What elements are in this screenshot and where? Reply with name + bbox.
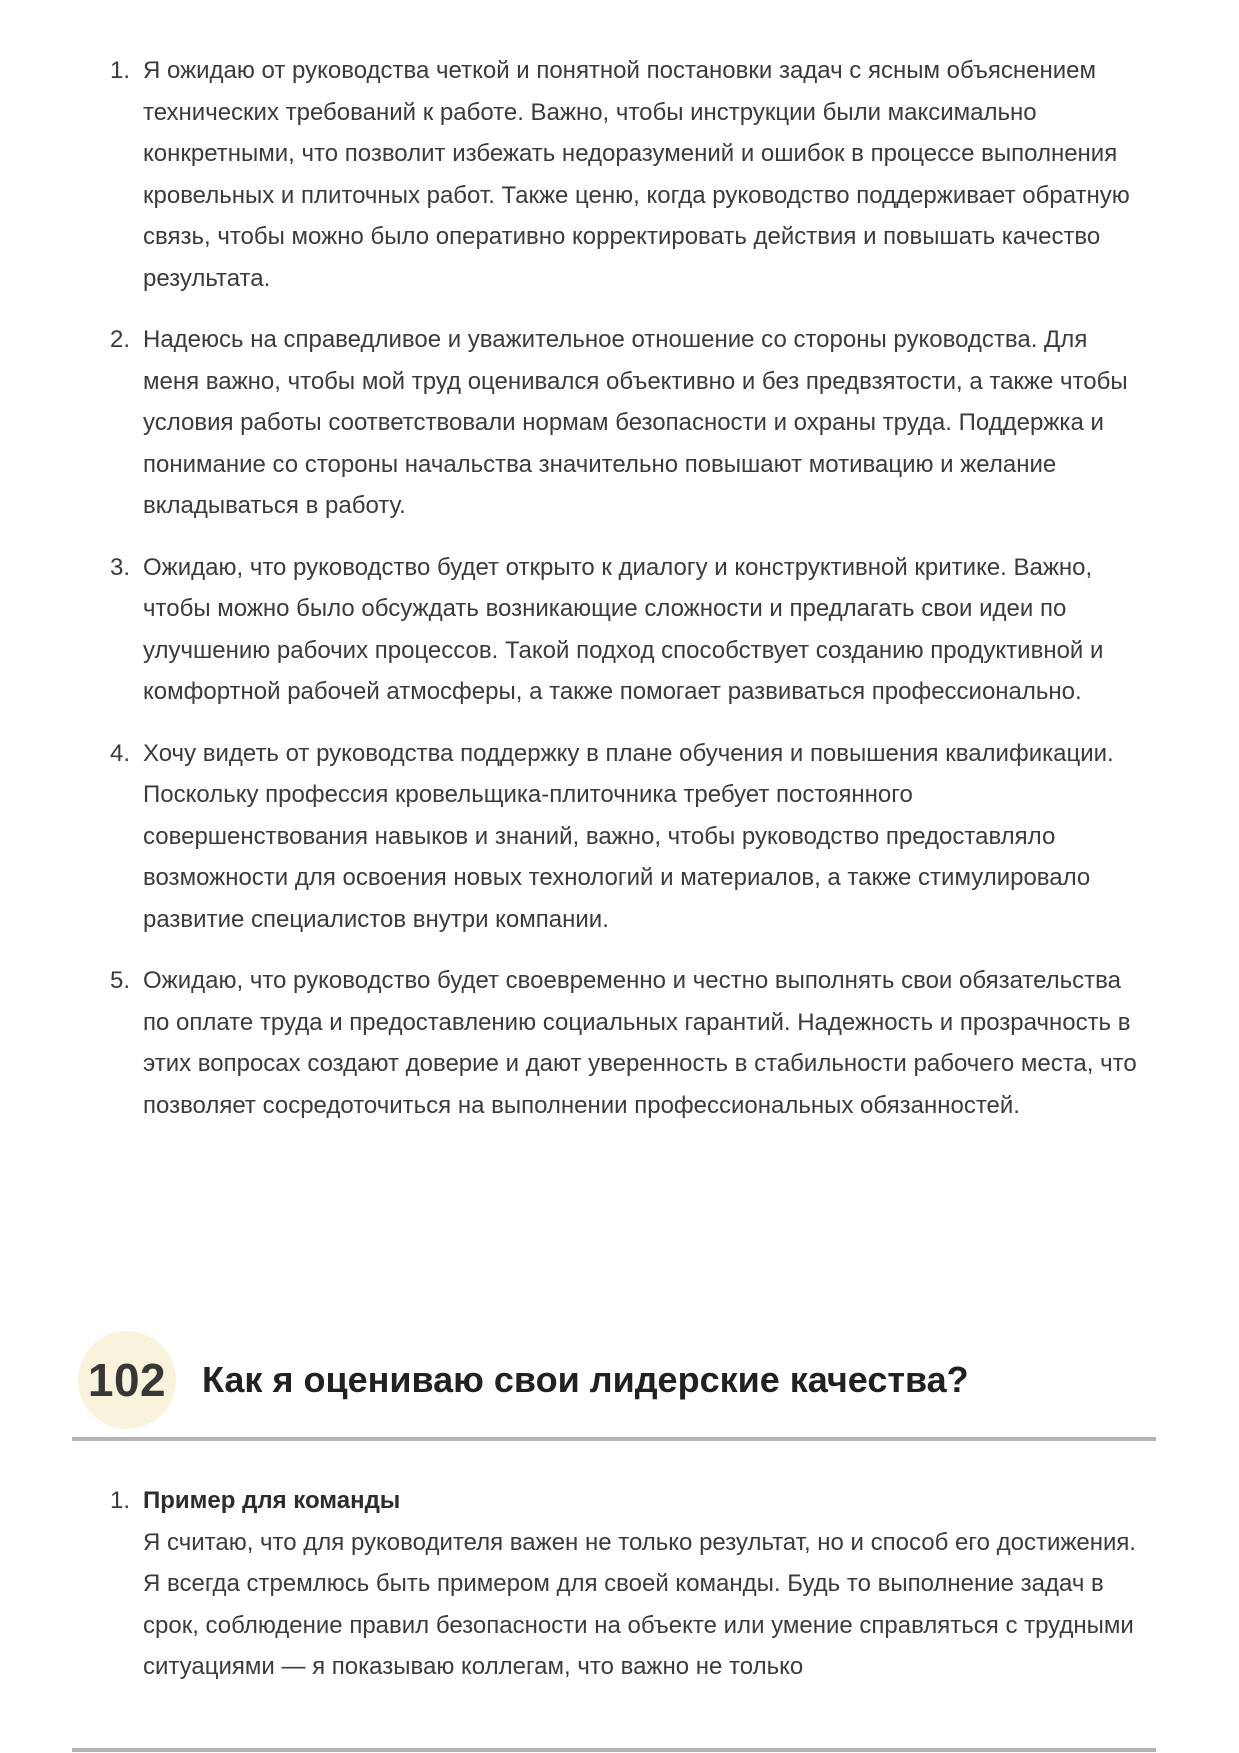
list-item-text: Хочу видеть от руководства поддержку в плане обучения и повышения квалификации. Поскольку профессия кровельщика-плиточника требует постоянного совершенствования навыков и знаний, важно, чтобы руководство предоставляло возможности для освоения новых технологий и материалов, а также стимулировало развитие специалистов внутри компании. <box>143 739 1114 933</box>
section-divider <box>72 1437 1156 1441</box>
expectations-list <box>110 50 1140 1146</box>
list-item-body: Я считаю, что для руководителя важен не только результат, но и способ его достижения. Я всегда стремлюсь быть примером для своей команды. Будь то выполнение задач в срок, соблюдение правил безопасности на объекте или умение справляться с трудными ситуациями — я показываю коллегам, что важно не только <box>143 1528 1137 1680</box>
section-header-row <box>78 1331 1162 1429</box>
list-item-number: 5. <box>110 967 131 994</box>
list-item-number: 4. <box>110 739 131 767</box>
list-item-title: Пример для команды <box>143 1487 401 1514</box>
list-item-number: 3. <box>110 553 131 581</box>
list-item-text: Ожидаю, что руководство будет открыто к диалогу и конструктивной критике. Важно, чтобы можно было обсуждать возникающие сложности и предлагать свои идеи по улучшению рабочих процессов. Такой подход способствует созданию продуктивной и комфортной рабочей атмосферы, а также помогает развиваться профессионально. <box>143 553 1104 705</box>
question-number-badge: 102 <box>78 1331 176 1429</box>
list-item-number: 2. <box>110 326 131 353</box>
list-item-text: Я ожидаю от руководства четкой и понятной постановки задач с ясным объяснением технических требований к работе. Важно, чтобы инструкции были максимально конкретными, что позволит избежать недоразумений и ошибок в процессе выполнения кровельных и плиточных работ. Также ценю, когда руководство поддерживает обратную связь, чтобы можно было оперативно корректировать действия и повышать качество результата. <box>143 57 1130 292</box>
list-item-number: 1. <box>110 57 131 84</box>
list-item-text: Ожидаю, что руководство будет своевременно и честно выполнять свои обязательства по оплате труда и предоставлению социальных гарантий. Надежность и прозрачность в этих вопросах создают доверие и дают уверенность в стабильности рабочего места, что позволяет сосредоточиться на выполнении профессиональных обязанностей. <box>143 967 1137 1119</box>
section-header <box>78 1331 1162 1441</box>
list-item <box>110 547 1140 713</box>
section-title: Как я оцениваю свои лидерские качества? <box>202 1359 969 1401</box>
list-item <box>110 733 1140 941</box>
list-item-number: 1. <box>110 1487 131 1514</box>
list-item <box>110 960 1140 1126</box>
leadership-list <box>110 1480 1140 1708</box>
list-item-text: Надеюсь на справедливое и уважительное отношение со стороны руководства. Для меня важно, чтобы мой труд оценивался объективно и без предвзятости, а также чтобы условия работы соответствовали нормам безопасности и охраны труда. Поддержка и понимание со стороны начальства значительно повышают мотивацию и желание вкладываться в работу. <box>143 326 1128 519</box>
list-item <box>110 1480 1140 1688</box>
next-section-divider <box>72 1748 1156 1752</box>
list-item <box>110 319 1140 527</box>
list-item <box>110 50 1140 299</box>
list-item-text <box>143 1480 1140 1688</box>
